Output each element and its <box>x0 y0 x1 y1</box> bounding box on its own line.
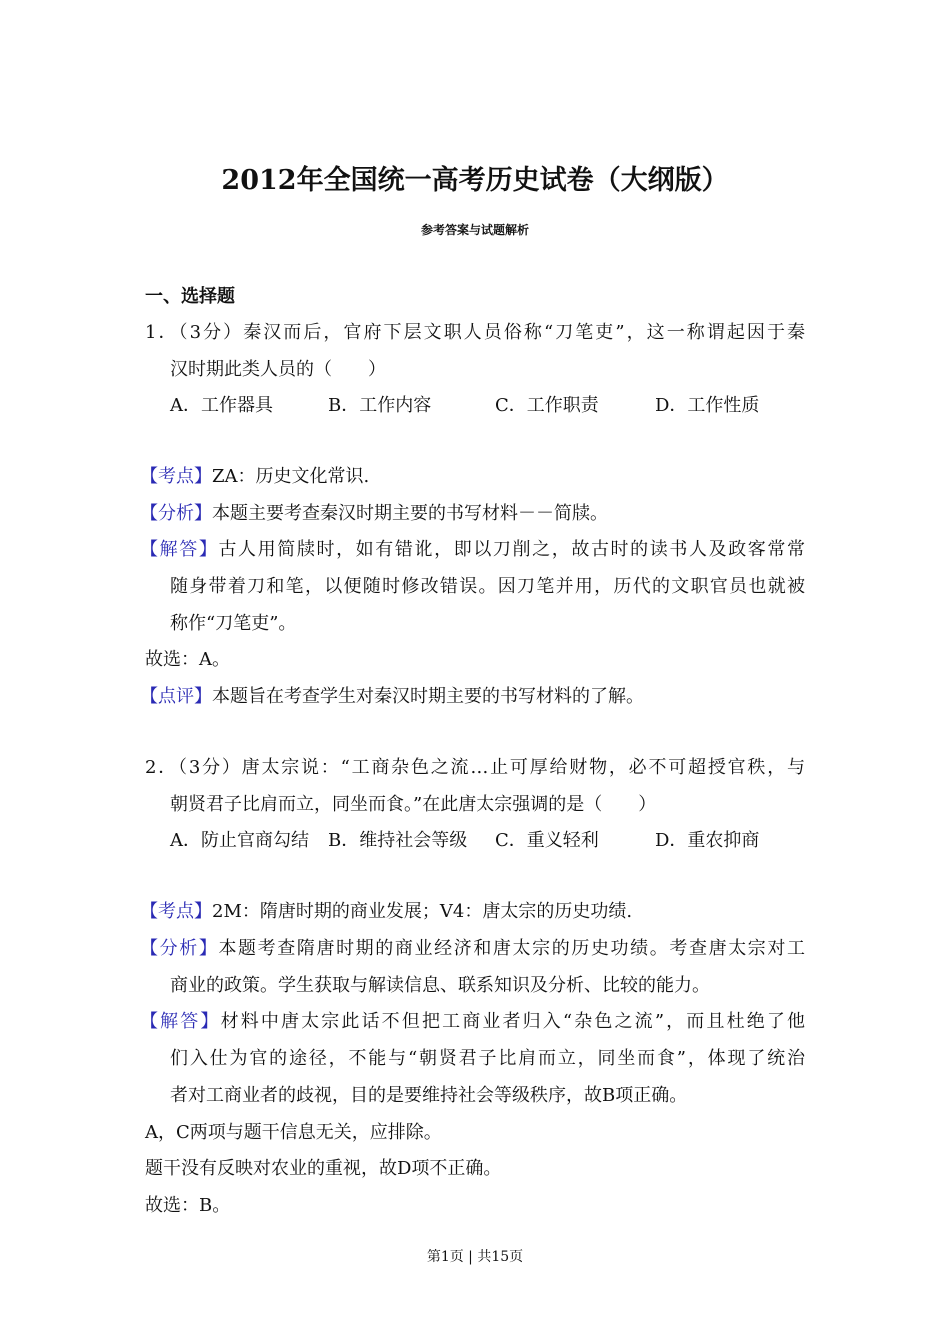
q1-option-b: B．工作内容 <box>328 395 432 416</box>
q2-stem-line1: 2．（3分）唐太宗说：“工商杂色之流…止可厚给财物，必不可超授官秩，与 <box>145 757 805 778</box>
q1-dianping <box>140 685 644 709</box>
fenxi-text: 本题考查隋唐时期的商业经济和唐太宗的历史功绩。考查唐太宗对工 <box>218 938 806 959</box>
q2-extra-line1: A，C两项与题干信息无关，应排除。 <box>145 1122 442 1143</box>
q1-answer: 故选：A。 <box>145 649 230 670</box>
jieda-text: 古人用简牍时，如有错讹，即以刀削之，故古时的读书人及政客常常 <box>218 539 806 560</box>
q1-jieda-line1 <box>140 538 805 562</box>
q1-stem-line1: 1．（3分）秦汉而后，官府下层文职人员俗称“刀笔吏”，这一称谓起因于秦 <box>145 322 805 343</box>
q2-extra-line2: 题干没有反映对农业的重视，故D项不正确。 <box>145 1158 502 1179</box>
fenxi-tag: 【分析】 <box>140 938 219 959</box>
q2-fenxi-line2: 商业的政策。学生获取与解读信息、联系知识及分析、比较的能力。 <box>170 975 710 996</box>
kaodian-text: 2M：隋唐时期的商业发展；V4：唐太宗的历史功绩. <box>212 901 633 922</box>
q1-option-a: A．工作器具 <box>170 395 273 416</box>
kaodian-text: ZA：历史文化常识. <box>212 466 370 487</box>
jieda-tag: 【解答】 <box>140 1011 221 1032</box>
fenxi-tag: 【分析】 <box>140 503 212 524</box>
page-footer: 第1页 | 共15页 <box>426 1249 524 1265</box>
q1-option-c: C．工作职责 <box>495 395 599 416</box>
kaodian-tag: 【考点】 <box>140 901 212 922</box>
q1-jieda-line3: 称作“刀笔吏”。 <box>170 613 297 634</box>
q2-answer: 故选：B。 <box>145 1195 231 1216</box>
document-title: 2012年全国统一高考历史试卷（大纲版） <box>221 165 729 196</box>
document-subtitle: 参考答案与试题解析 <box>420 223 529 237</box>
section-heading: 一、选择题 <box>145 286 235 307</box>
q2-option-a: A．防止官商勾结 <box>170 830 309 851</box>
q1-option-d: D．工作性质 <box>655 395 760 416</box>
fenxi-text: 本题主要考查秦汉时期主要的书写材料－－简牍。 <box>212 503 608 524</box>
dianping-tag: 【点评】 <box>140 686 212 707</box>
dianping-text: 本题旨在考查学生对秦汉时期主要的书写材料的了解。 <box>212 686 644 707</box>
kaodian-tag: 【考点】 <box>140 466 212 487</box>
q2-jieda-line3: 者对工商业者的歧视，目的是要维持社会等级秩序，故B项正确。 <box>170 1085 688 1106</box>
jieda-tag: 【解答】 <box>140 539 219 560</box>
q1-kaodian <box>140 465 369 489</box>
q2-option-c: C．重义轻利 <box>495 830 599 851</box>
q1-jieda-line2: 随身带着刀和笔，以便随时修改错误。因刀笔并用，历代的文职官员也就被 <box>170 576 805 597</box>
q2-kaodian <box>140 900 632 924</box>
q2-jieda-line2: 们入仕为官的途径，不能与“朝贤君子比肩而立，同坐而食”，体现了统治 <box>170 1048 805 1069</box>
q2-fenxi-line1 <box>140 937 805 961</box>
q2-option-b: B．维持社会等级 <box>328 830 468 851</box>
q1-stem-line2: 汉时期此类人员的（ ） <box>170 359 386 380</box>
q2-stem-line2: 朝贤君子比肩而立，同坐而食。”在此唐太宗强调的是（ ） <box>170 794 657 815</box>
q2-jieda-line1 <box>140 1010 805 1034</box>
jieda-text: 材料中唐太宗此话不但把工商业者归入“杂色之流”，而且杜绝了他 <box>220 1011 806 1032</box>
q2-option-d: D．重农抑商 <box>655 830 760 851</box>
q1-fenxi <box>140 502 608 526</box>
